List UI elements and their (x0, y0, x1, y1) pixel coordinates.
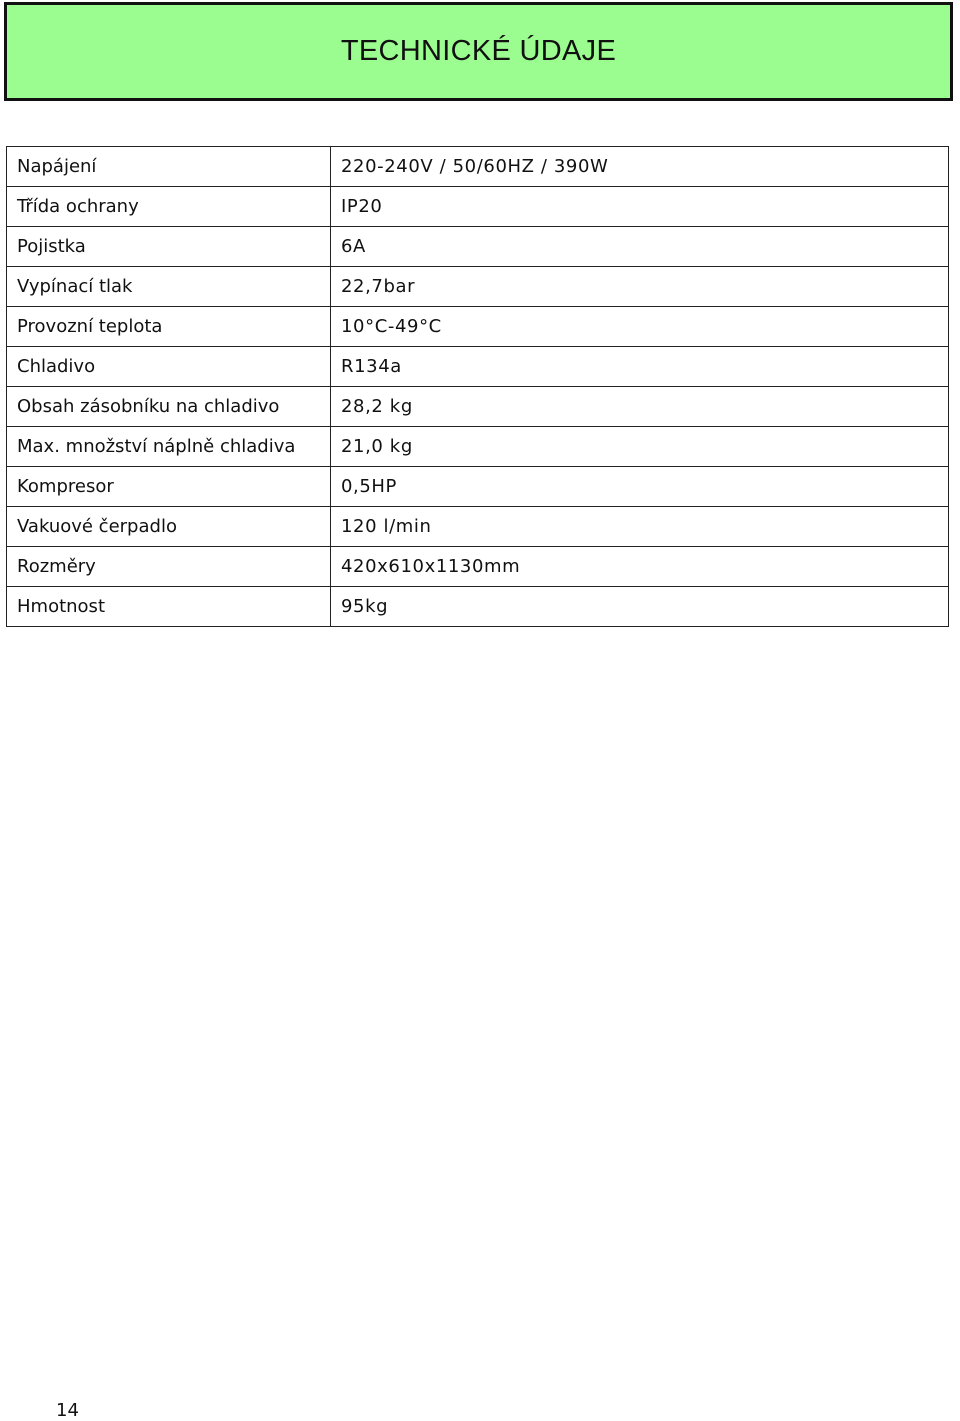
table-row (7, 427, 949, 467)
spec-value: 10°C-49°C (331, 307, 949, 347)
spec-value: IP20 (331, 187, 949, 227)
spec-label: Třída ochrany (7, 187, 331, 227)
table-row (7, 147, 949, 187)
spec-value: 120 l/min (331, 507, 949, 547)
page-title: TECHNICKÉ ÚDAJE (340, 35, 617, 67)
table-row (7, 467, 949, 507)
spec-value: R134a (331, 347, 949, 387)
table-row (7, 387, 949, 427)
table-row (7, 547, 949, 587)
spec-value: 21,0 kg (331, 427, 949, 467)
spec-label: Chladivo (7, 347, 331, 387)
spec-label: Pojistka (7, 227, 331, 267)
spec-label: Vypínací tlak (7, 267, 331, 307)
spec-table (6, 146, 949, 627)
spec-value: 95kg (331, 587, 949, 627)
spec-value: 220-240V / 50/60HZ / 390W (331, 147, 949, 187)
spec-label: Obsah zásobníku na chladivo (7, 387, 331, 427)
spec-label: Rozměry (7, 547, 331, 587)
spec-label: Provozní teplota (7, 307, 331, 347)
spec-value: 28,2 kg (331, 387, 949, 427)
title-banner (4, 2, 953, 101)
table-row (7, 507, 949, 547)
spec-value: 0,5HP (331, 467, 949, 507)
table-row (7, 347, 949, 387)
table-row (7, 187, 949, 227)
spec-label: Hmotnost (7, 587, 331, 627)
spec-value: 22,7bar (331, 267, 949, 307)
spec-label: Napájení (7, 147, 331, 187)
page-number: 14 (56, 1400, 79, 1421)
table-row (7, 587, 949, 627)
table-row (7, 267, 949, 307)
spec-value: 420x610x1130mm (331, 547, 949, 587)
spec-label: Vakuové čerpadlo (7, 507, 331, 547)
spec-label: Kompresor (7, 467, 331, 507)
spec-label: Max. množství náplně chladiva (7, 427, 331, 467)
spec-value: 6A (331, 227, 949, 267)
table-row (7, 227, 949, 267)
table-row (7, 307, 949, 347)
